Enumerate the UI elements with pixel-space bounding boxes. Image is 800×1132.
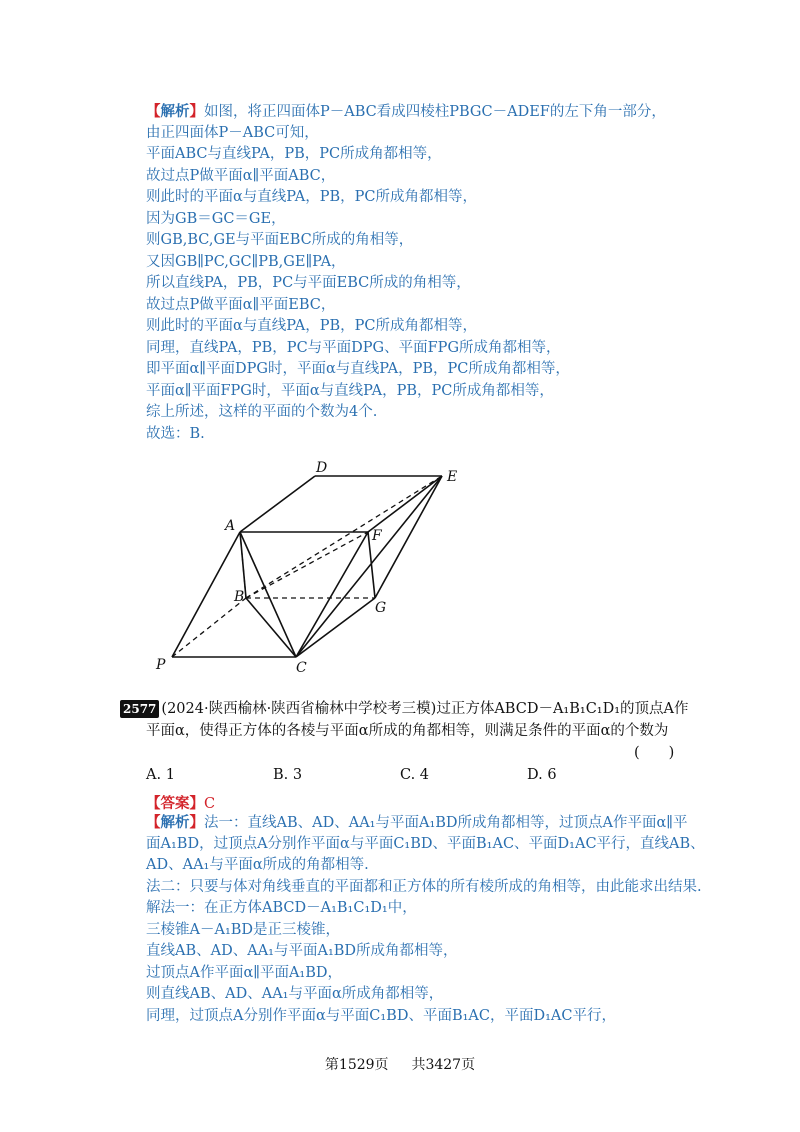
solution2-line: 法二：只要与体对角线垂直的平面都和正方体的所有棱所成的角相等，由此能求出结果. bbox=[146, 878, 702, 895]
answer-bracket-close: 】 bbox=[189, 795, 204, 812]
solution2-line: 面A₁BD，过顶点A分别作平面α与平面C₁BD、平面B₁AC、平面D₁AC平行，直线AB、 bbox=[146, 835, 705, 852]
problem-text-2: 平面α，使得正方体的各棱与平面α所成的角都相等，则满足条件的平面α的个数为 bbox=[146, 723, 669, 739]
answer-tag: 答案 bbox=[160, 795, 190, 812]
solution-line: 则GB,BC,GE与平面EBC所成的角相等， bbox=[146, 232, 414, 248]
edge-CE bbox=[296, 476, 442, 657]
edge-AP bbox=[172, 532, 240, 657]
solution2-first-line bbox=[146, 812, 706, 834]
edge-FC bbox=[296, 532, 368, 657]
solution-line: 则此时的平面α与直线PA，PB，PC所成角都相等， bbox=[146, 318, 477, 334]
label-C: C bbox=[296, 660, 307, 676]
label-G: G bbox=[375, 600, 387, 616]
solution2-line: 法一：直线AB、AD、AA₁与平面A₁BD所成角都相等，过顶点A作平面α∥平 bbox=[204, 815, 688, 831]
problem-line-1 bbox=[120, 698, 690, 720]
page-number: 第1529页 bbox=[324, 1057, 389, 1073]
edge-PB-dashed bbox=[172, 598, 246, 657]
edge-BC bbox=[246, 598, 296, 657]
label-F: F bbox=[372, 528, 382, 544]
solution-line: 又因GB∥PC,GC∥PB,GE∥PA， bbox=[146, 253, 346, 270]
option-b: B. 3 bbox=[273, 767, 303, 783]
label-E: E bbox=[447, 469, 458, 485]
solution-line: 综上所述，这样的平面的个数为4个. bbox=[146, 404, 378, 420]
problem-block bbox=[120, 698, 690, 742]
solution2-tag: 解析 bbox=[160, 814, 190, 831]
label-B: B bbox=[234, 589, 245, 605]
solution-block-2 bbox=[146, 812, 706, 1027]
tag-bracket-open: 【 bbox=[146, 814, 161, 831]
solution-line: 则此时的平面α与直线PA，PB，PC所成角都相等， bbox=[146, 189, 477, 205]
solution-line: 故过点P做平面α∥平面ABC， bbox=[146, 167, 336, 184]
edge-BE-dashed bbox=[246, 476, 442, 598]
label-D: D bbox=[316, 460, 328, 476]
answer-bracket-open: 【 bbox=[146, 795, 161, 812]
edge-GE bbox=[375, 476, 442, 598]
solution-line: 所以直线PA，PB，PC与平面EBC所成的角相等， bbox=[146, 275, 471, 291]
solution-line: 平面α∥平面FPG时，平面α与直线PA，PB，PC所成角都相等， bbox=[146, 382, 554, 399]
solution-line: 同理，直线PA，PB，PC与平面DPG、平面FPG所成角都相等， bbox=[146, 339, 561, 356]
edge-AC bbox=[240, 532, 296, 657]
solution2-line: 三棱锥A－A₁BD是正三棱锥， bbox=[146, 921, 341, 938]
page-footer bbox=[0, 1054, 800, 1074]
problem-text-1: (2024·陕西榆林·陕西省榆林中学校考三模)过正方体ABCD－A₁B₁C₁D₁的顶点A作 bbox=[161, 701, 689, 717]
edge-FE bbox=[368, 476, 442, 532]
solution-line: 平面ABC与直线PA，PB，PC所成角都相等， bbox=[146, 146, 442, 162]
solution-line: 故选：B. bbox=[146, 425, 205, 442]
option-d: D. 6 bbox=[527, 767, 557, 783]
tag-bracket-close: 】 bbox=[189, 103, 204, 120]
solution2-line: 过顶点A作平面α∥平面A₁BD， bbox=[146, 964, 343, 981]
solution-line: 因为GB＝GC＝GE， bbox=[146, 210, 286, 227]
option-c: C. 4 bbox=[400, 767, 430, 783]
solution2-line: 直线AB、AD、AA₁与平面A₁BD所成角都相等， bbox=[146, 943, 458, 959]
geometry-figure bbox=[150, 455, 470, 684]
solution-line: 如图，将正四面体P－ABC看成四棱柱PBGC－ADEF的左下角一部分， bbox=[204, 104, 666, 120]
label-P: P bbox=[156, 657, 166, 673]
solution-first-line bbox=[146, 101, 706, 123]
edge-AD bbox=[240, 476, 315, 532]
solution-tag: 解析 bbox=[160, 103, 190, 120]
solution2-line: 解法一：在正方体ABCD－A₁B₁C₁D₁中， bbox=[146, 900, 417, 916]
solution-line: 即平面α∥平面DPG时，平面α与直线PA，PB，PC所成角都相等， bbox=[146, 361, 570, 377]
answer-paren: ( ) bbox=[634, 745, 675, 761]
solution2-line: 则直线AB、AD、AA₁与平面α所成角都相等， bbox=[146, 986, 444, 1002]
solution2-line: 同理，过顶点A分别作平面α与平面C₁BD、平面B₁AC，平面D₁AC平行， bbox=[146, 1007, 616, 1024]
tag-bracket-close: 】 bbox=[189, 814, 204, 831]
solution2-line: AD、AA₁与平面α所成的角都相等. bbox=[146, 857, 369, 873]
option-a: A. 1 bbox=[146, 767, 175, 783]
prism-diagram bbox=[150, 455, 470, 680]
solution-line: 故过点P做平面α∥平面EBC， bbox=[146, 296, 336, 313]
page-total: 共3427页 bbox=[411, 1057, 476, 1073]
solution-line: 由正四面体P－ABC可知， bbox=[146, 124, 319, 141]
answer-value: C bbox=[204, 796, 216, 812]
question-number-badge: 2577 bbox=[120, 700, 159, 718]
label-A: A bbox=[225, 518, 236, 534]
solution-block-1 bbox=[146, 101, 706, 445]
answer-line bbox=[146, 792, 215, 813]
tag-bracket-open: 【 bbox=[146, 103, 161, 120]
